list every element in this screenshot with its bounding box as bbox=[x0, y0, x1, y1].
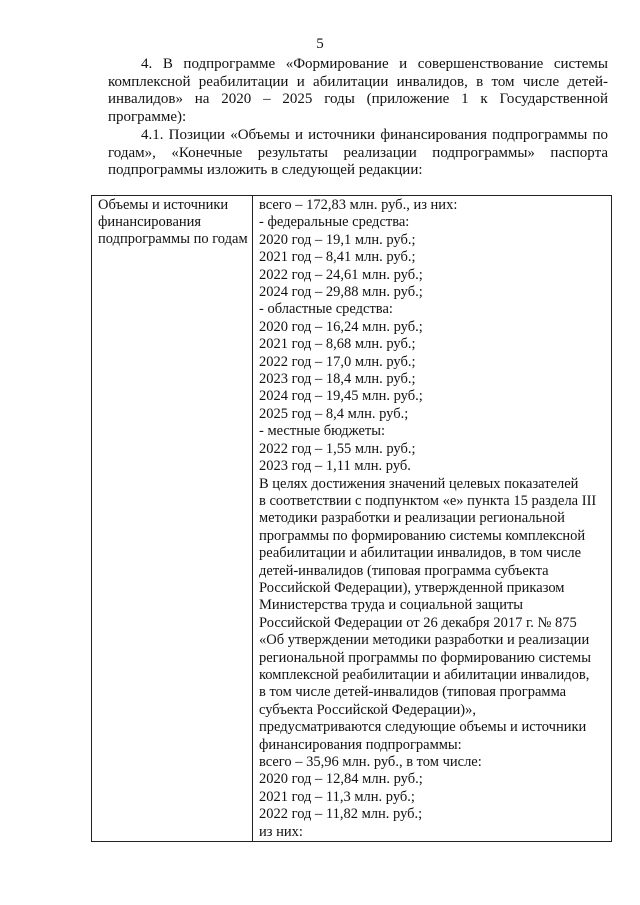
funding-line: - местные бюджеты: bbox=[259, 423, 385, 440]
funding-line: в соответствии с подпунктом «е» пункта 15 раздела III bbox=[259, 492, 597, 509]
funding-line: Российской Федерации от 26 декабря 2017 г. № 875 bbox=[259, 614, 577, 631]
funding-line: - федеральные средства: bbox=[259, 214, 410, 231]
funding-line: 2025 год – 8,4 млн. руб.; bbox=[259, 405, 409, 422]
funding-line: из них: bbox=[259, 823, 303, 840]
funding-line: 2022 год – 1,55 млн. руб.; bbox=[259, 440, 416, 457]
funding-line: 2020 год – 12,84 млн. руб.; bbox=[259, 771, 423, 788]
funding-line: методики разработки и реализации региональной bbox=[259, 510, 565, 527]
funding-line: региональной программы по формированию системы bbox=[259, 649, 591, 666]
funding-line: 2023 год – 18,4 млн. руб.; bbox=[259, 371, 416, 388]
funding-line: комплексной реабилитации и абилитации инвалидов, bbox=[259, 666, 590, 683]
funding-line: программы по формированию системы комплексной bbox=[259, 527, 586, 544]
funding-line: В целях достижения значений целевых показателей bbox=[259, 475, 579, 492]
funding-line: финансирования подпрограммы: bbox=[259, 736, 462, 753]
table-row bbox=[92, 196, 612, 842]
row-label-cell bbox=[92, 196, 253, 842]
page-number: 5 bbox=[316, 36, 324, 52]
funding-line: 2022 год – 11,82 млн. руб.; bbox=[259, 806, 423, 823]
funding-line: 2020 год – 16,24 млн. руб.; bbox=[259, 318, 423, 335]
funding-line: детей-инвалидов (типовая программа субъекта bbox=[259, 562, 549, 579]
funding-line: Министерства труда и социальной защиты bbox=[259, 597, 524, 614]
funding-line: 2020 год – 19,1 млн. руб.; bbox=[259, 231, 416, 248]
funding-line: 2021 год – 8,41 млн. руб.; bbox=[259, 249, 416, 266]
funding-line: 2021 год – 8,68 млн. руб.; bbox=[259, 336, 416, 353]
passport-table bbox=[91, 195, 612, 842]
funding-line: субъекта Российской Федерации)», bbox=[259, 701, 476, 718]
amendment-paragraph-4-1: 4.1. Позиции «Объемы и источники финансирования подпрограммы по годам», «Конечные результаты реализации подпрограммы» паспорта подпрограммы изложить в следующей редакции: bbox=[108, 127, 608, 178]
funding-line: реабилитации и абилитации инвалидов, в том числе bbox=[259, 545, 582, 562]
funding-line: в том числе детей-инвалидов (типовая программа bbox=[259, 684, 567, 701]
funding-line: «Об утверждении методики разработки и реализации bbox=[259, 632, 590, 649]
funding-line: 2021 год – 11,3 млн. руб.; bbox=[259, 788, 415, 805]
funding-line: 2022 год – 24,61 млн. руб.; bbox=[259, 266, 423, 283]
funding-line: 2024 год – 19,45 млн. руб.; bbox=[259, 388, 423, 405]
funding-line: Российской Федерации), утвержденной приказом bbox=[259, 579, 565, 596]
amendment-paragraph-4: 4. В подпрограмме «Формирование и совершенствование системы комплексной реабилитации и абилитации инвалидов, в том числе детей-инвалидов» на 2020 – 2025 годы (приложение 1 к Государственной программе): bbox=[108, 56, 608, 125]
funding-line: всего – 35,96 млн. руб., в том числе: bbox=[259, 754, 482, 770]
funding-details-cell bbox=[253, 196, 612, 842]
funding-line: 2023 год – 1,11 млн. руб. bbox=[259, 458, 411, 475]
funding-line: 2022 год – 17,0 млн. руб.; bbox=[259, 353, 416, 370]
funding-line: - областные средства: bbox=[259, 301, 393, 318]
funding-line: 2024 год – 29,88 млн. руб.; bbox=[259, 284, 423, 301]
row-label: Объемы и источники финансирования подпрограммы по годам bbox=[98, 197, 248, 247]
funding-line: всего – 172,83 млн. руб., из них: bbox=[259, 197, 458, 213]
funding-line: предусматриваются следующие объемы и источники bbox=[259, 719, 587, 736]
